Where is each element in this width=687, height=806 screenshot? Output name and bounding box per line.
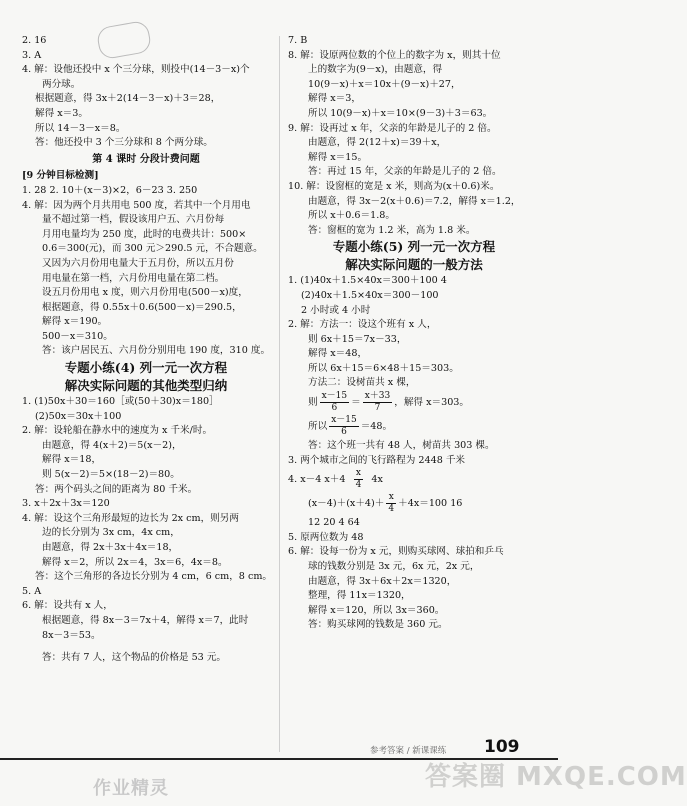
right-column [288,34,540,633]
answer-line: 4. 解：因为两个月共用电 500 度，若其中一个月用电 [22,199,251,211]
footer-caption: 参考答案 / 新课课练 [370,746,447,756]
section-tag: [9 分钟目标检测] [22,170,99,182]
answer-line: 两分球。 [42,78,81,90]
answer-line: 解得 x＝48， [308,348,368,360]
answer-line: 解得 x＝120，所以 3x＝360。 [308,604,445,616]
answer-line: 4. 解：设他还投中 x 个三分球，则投中(14－3－x)个 [22,64,250,76]
topic-heading-5-line1: 专题小练(5) 列一元一次方程 [332,239,496,255]
answer-line: 方法二：设树苗共 x 棵， [308,377,416,389]
answer-line: 根据题意，得 0.55x＋0.6(500－x)＝290.5， [42,301,242,313]
answer-line: 6. 解：设每一份为 x 元，则购买球网、球拍和乒乓 [288,546,504,558]
answer-line: 设五月份用电 x 度，则六月份用电(500－x)度， [42,287,248,299]
answer-line: 所以 6x＋15＝6×48＋15＝303。 [308,362,459,374]
answer-line: 则 5(x－2)＝5×(18－2)＝80。 [42,469,180,481]
answer-line: 所以 x＋0.6＝1.8。 [308,210,395,222]
answer-line: 1. 28 2. 10＋(x－3)×2，6－23 3. 250 [22,184,198,196]
answer-line: 10(9－x)＋x＝10x＋(9－x)＋27， [308,78,461,90]
answer-line: 8x－3＝53。 [42,629,101,641]
answer-line: 3. 两个城市之间的飞行路程为 2448 千米 [288,454,466,466]
answer-line: 答：窗框的宽为 1.2 米，高为 1.8 米。 [308,224,476,236]
page-number: 109 [484,737,520,757]
fraction-equation: (x－4)＋(x＋4)＋ $\frac{x}{4}$ ＋4x＝100 16 [308,492,463,515]
answer-line: 解得 x＝18， [42,454,102,466]
answer-line: 6. 解：设共有 x 人， [22,600,113,612]
answer-line: 根据题意，得 8x－3＝7x＋4，解得 x＝7，此时 [42,614,249,626]
answer-line: (2)50x＝30x＋100 [35,410,122,422]
answer-line: 由题意，得 3x－2(x＋0.6)＝7.2，解得 x＝1.2， [308,195,521,207]
topic-heading-5-line2: 解决实际问题的一般方法 [345,257,483,273]
answer-line: 所以 10(9－x)＋x＝10×(9－3)＋3＝63。 [308,107,493,119]
column-divider [279,36,280,752]
answer-line: 由题意，得 2x＋3x＋4x＝18， [42,542,179,553]
left-column [22,34,273,666]
answer-line: 2 小时或 4 小时 [301,304,371,316]
lesson-heading: 第 4 课时 分段计费问题 [92,153,200,165]
answer-line: 所以 14－3－x＝8。 [35,122,126,134]
topic-heading-4-line2: 解决实际问题的其他类型归纳 [64,378,228,394]
answer-line: 答：购买球网的钱数是 360 元。 [308,619,448,631]
footer-watermark-left: 作业精灵 [93,778,169,799]
fraction: $\frac{x}{4}$ [388,492,395,515]
answer-line: 答：该户居民五、六月份分别用电 190 度，310 度。 [42,345,271,357]
answer-line: (2)40x＋1.5×40x＝300－100 [301,289,439,301]
answer-line: 答：共有 7 人，这个物品的价格是 53 元。 [42,652,227,664]
answer-line: 500－x＝310。 [42,330,113,342]
answer-line: 5. 原两位数为 48 [288,531,364,543]
answer-line: 答：这个班一共有 48 人，树苗共 303 棵。 [308,440,495,452]
answer-line: 1. (1)50x＋30＝160［或(50＋30)x＝180］ [22,396,219,408]
answer-line: 答：这个三角形的各边长分别为 4 cm，6 cm，8 cm。 [35,571,273,583]
answer-line: 根据题意，得 3x＋2(14－3－x)＋3＝28， [35,93,221,105]
fraction: $\frac{x-15}{6}$ [331,415,357,438]
answer-line: 12 20 4 64 [308,517,360,529]
answer-line: 2. 16 [22,35,47,46]
answer-line: 解得 x＝3， [308,93,361,105]
answer-line: 5. A [22,585,42,597]
fraction-equation: 4. x－4 x＋4 $\frac{x}{4}$ 4x [288,468,383,491]
answer-line: 解得 x＝3。 [35,107,88,119]
answer-line: 则 6x＋15＝7x－33， [308,333,407,345]
answer-line: 又因为六月份用电量大于五月份，所以五月份 [42,257,234,269]
answer-line: 月用电量均为 250 度，此时的电费共计：500× [42,228,247,240]
answer-line: 由题意，得 2(12＋x)＝39＋x， [308,137,447,149]
footer-watermark-right: 答案圈 MXQE.COM [425,762,687,792]
answer-line: 3. x＋2x＋3x＝120 [22,498,110,510]
answer-line: 球的钱数分别是 3x 元，6x 元，2x 元， [308,561,480,573]
answer-line: 2. 解：设轮船在静水中的速度为 x 千米/时。 [22,425,213,437]
answer-line: 1. (1)40x＋1.5×40x＝300＋100 4 [288,275,447,287]
fraction: $\frac{x-15}{6}$ [321,391,348,414]
answer-line: 答：他还投中 3 个三分球和 8 个两分球。 [35,137,213,149]
fraction-equation: 则 $\frac{x-15}{6}$ ＝ $\frac{x+33}{7}$ ，解得 x＝303。 [308,391,469,414]
answer-line: 3. A [22,49,42,61]
answer-line: 8. 解：设原两位数的个位上的数字为 x，则其十位 [288,49,501,61]
answer-line: 上的数字为(9－x)，由题意，得 [308,64,443,76]
answer-line: 整理，得 11x＝1320， [308,590,411,602]
answer-line: 7. B [288,35,308,46]
fraction: $\frac{x}{4}$ [355,468,362,491]
fraction: $\frac{x+33}{7}$ [364,391,391,414]
answer-line: 9. 解：设再过 x 年，父亲的年龄是儿子的 2 倍。 [288,122,497,134]
answer-line: 边的长分别为 3x cm，4x cm， [42,527,180,539]
answer-line: 0.6＝300(元)，而 300 元＞290.5 元，不合题意。 [42,243,263,255]
answer-line: 答：再过 15 年，父亲的年龄是儿子的 2 倍。 [308,166,502,178]
answer-line: 量不超过第一档，假设该用户五、六月份每 [42,214,225,226]
topic-heading-4-line1: 专题小练(4) 列一元一次方程 [64,360,228,376]
answer-line: 4. 解：设这个三角形最短的边长为 2x cm，则另两 [22,512,239,524]
answer-line: 解得 x＝2，所以 2x＝4，3x＝6，4x＝8。 [42,556,228,568]
fraction-equation: 所以 $\frac{x-15}{6}$ ＝48。 [308,415,393,438]
answer-line: 解得 x＝190。 [42,316,108,328]
answer-line: 解得 x＝15。 [308,151,368,163]
answer-line: 10. 解：设窗框的宽是 x 米，则高为(x＋0.6)米。 [288,180,500,192]
answer-line: 用电量在第一档，六月份用电量在第二档。 [42,272,225,284]
answer-line: 由题意，得 4(x＋2)＝5(x－2)， [42,439,182,451]
answer-line: 由题意，得 3x＋6x＋2x＝1320， [308,575,457,587]
answer-line: 2. 解：方法一：设这个班有 x 人， [288,319,437,331]
answer-line: 答：两个码头之间的距离为 80 千米。 [35,483,198,495]
